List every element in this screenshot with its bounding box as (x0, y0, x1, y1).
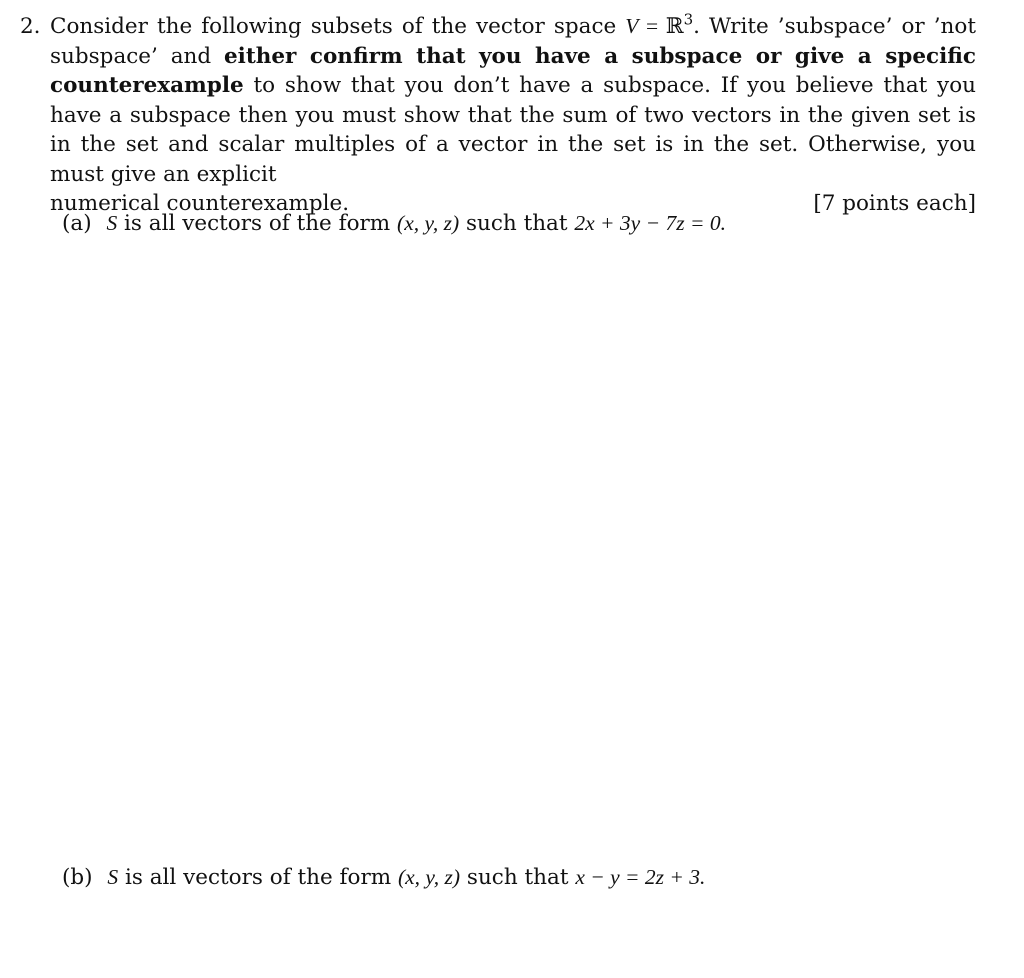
condition: 2x + 3y − 7z = 0. (574, 211, 726, 235)
intro-text-1: Consider the following subsets of the vector space (50, 14, 617, 39)
set-variable: S (106, 211, 118, 235)
real-space-symbol: ℝ (665, 14, 684, 39)
problem-statement (50, 12, 976, 189)
vector-space-variable: V (625, 14, 639, 38)
part-b (62, 863, 705, 893)
such-that-text: such that (466, 865, 569, 890)
problem-number: 2. (20, 14, 41, 39)
bold-instruction: either confirm that you have a subspace or give a specific counterexample (50, 43, 976, 98)
part-a (62, 209, 726, 239)
such-that-text: such that (465, 211, 568, 236)
part-text: is all vectors of the form (124, 211, 391, 236)
part-label: (a) (62, 211, 92, 236)
condition: x − y = 2z + 3. (575, 865, 706, 889)
points-value: [7 points each] (813, 191, 976, 216)
problem-2 (20, 12, 976, 219)
intro-text-2: . Write ’subspace’ or ’not subspace’ and (50, 14, 976, 69)
dimension-exponent: 3 (683, 10, 694, 29)
intro-text-3: to show that you don’t have a subspace. If you believe that you have a subspace then you must show that the sum of two vectors in the given set is in the set and scalar multiples of a vector in the set is in the set. Otherwise, you must give an explicit (50, 73, 976, 187)
tuple: (x, y, z) (397, 211, 460, 235)
tuple: (x, y, z) (397, 865, 461, 889)
part-text: is all vectors of the form (124, 865, 392, 890)
equals-sign: = (638, 14, 666, 38)
intro-text-last: numerical counterexample. (50, 191, 350, 216)
part-label: (b) (62, 865, 93, 890)
set-variable: S (107, 865, 119, 889)
